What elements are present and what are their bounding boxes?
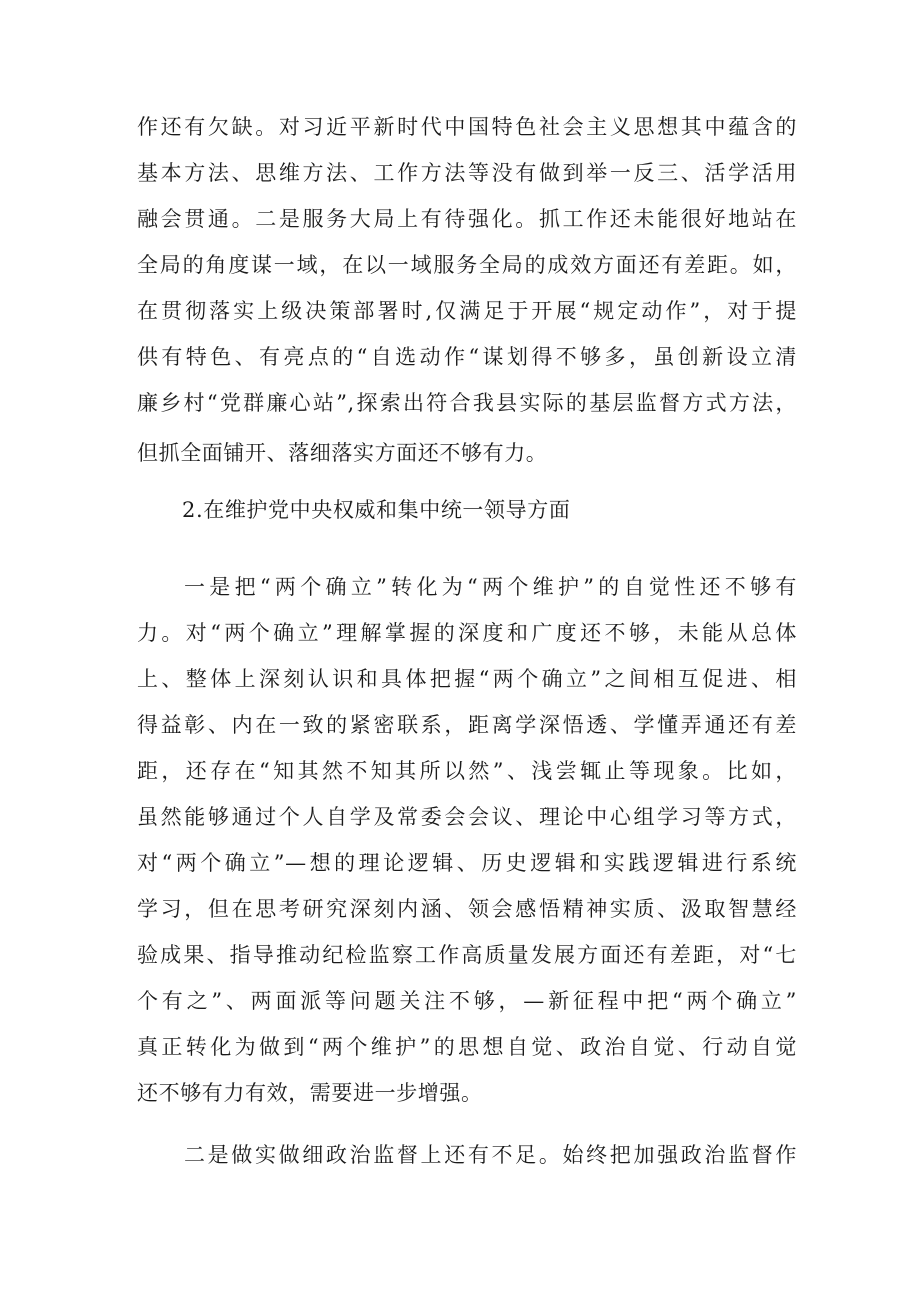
body-text-line: 一是把“两个确立”转化为“两个维护”的自觉性还不够有 xyxy=(184,575,797,599)
body-text-line: 二是做实做细政治监督上还有不足。始终把加强政治监督作 xyxy=(184,1143,797,1167)
body-text-line: 上、整体上深刻认识和具体把握“两个确立”之间相互促进、相 xyxy=(137,667,797,691)
body-text-line: 得益彰、内在一致的紧密联系，距离学深悟透、学懂弄通还有差 xyxy=(137,713,797,737)
body-text-line: 作还有欠缺。对习近平新时代中国特色社会主义思想其中蕴含的 xyxy=(137,115,797,139)
body-text-line: 还不够有力有效，需要进一步增强。 xyxy=(137,1081,483,1105)
body-text-line: 全局的角度谋一域，在以一域服务全局的成效方面还有差距。如， xyxy=(137,253,797,277)
body-text-line: 力。对“两个确立”理解掌握的深度和广度还不够，未能从总体 xyxy=(137,621,797,645)
body-text-line: 但抓全面铺开、落细落实方面还不够有力。 xyxy=(137,441,548,465)
body-text-line: 距，还存在“知其然不知其所以然”、浅尝辄止等现象。比如， xyxy=(137,759,797,783)
body-text-line: 虽然能够通过个人自学及常委会会议、理论中心组学习等方式， xyxy=(137,805,797,829)
body-text-line: 个有之”、两面派等问题关注不够，—新征程中把“两个确立” xyxy=(137,989,797,1013)
body-text-line: 基本方法、思维方法、工作方法等没有做到举一反三、活学活用 xyxy=(137,161,797,185)
body-text-line: 真正转化为做到“两个维护”的思想自觉、政治自觉、行动自觉 xyxy=(137,1035,797,1059)
body-text-line: 供有特色、有亮点的“自选动作“谋划得不够多，虽创新设立清 xyxy=(137,345,797,369)
body-text-line: 对“两个确立”—想的理论逻辑、历史逻辑和实践逻辑进行系统 xyxy=(137,851,797,875)
body-text-line: 学习，但在思考研究深刻内涵、领会感悟精神实质、汲取智慧经 xyxy=(137,897,797,921)
body-text-line: 融会贯通。二是服务大局上有待强化。抓工作还未能很好地站在 xyxy=(137,207,797,231)
body-text-line: 验成果、指导推动纪检监察工作高质量发展方面还有差距，对“七 xyxy=(137,943,797,967)
body-text-line: 在贯彻落实上级决策部署时,仅满足于开展“规定动作”，对于提 xyxy=(137,299,797,323)
body-text-line: 廉乡村“党群廉心站”,探索出符合我县实际的基层监督方式方法， xyxy=(137,391,797,415)
section-heading: 2.在维护党中央权威和集中统一领导方面 xyxy=(182,498,571,522)
